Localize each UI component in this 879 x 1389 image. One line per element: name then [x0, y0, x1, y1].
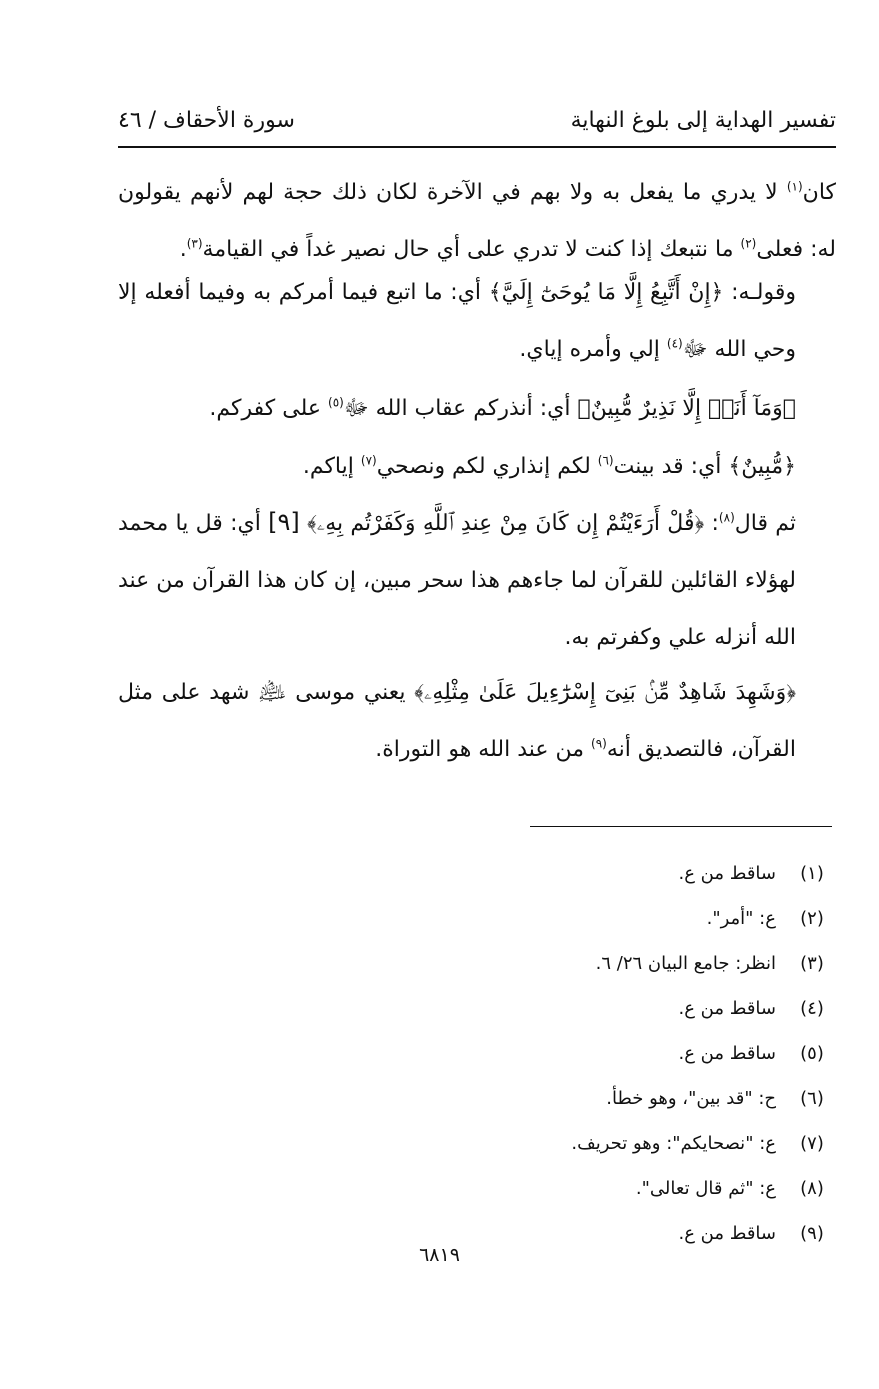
footnote-number: (٧)	[800, 1133, 824, 1154]
verse-number: [٩]	[268, 508, 300, 536]
surah-label: سورة الأحقاف / ٤٦	[118, 107, 295, 133]
paragraph-2	[118, 264, 836, 378]
paragraph-4	[118, 438, 836, 495]
footnote-text: ساقط من ع.	[678, 998, 776, 1019]
text-segment: أي: قل يا محمد لهؤلاء القائلين للقرآن لما جاءهم هذا سحر مبين، إن كان هذا القرآن من عند الله أنزله علي وكفرتم به.	[118, 511, 796, 650]
footnote-text: ع: "نصحايكم": وهو تحريف.	[571, 1133, 776, 1154]
footnote-item	[118, 1121, 836, 1166]
paragraph-6	[118, 664, 836, 778]
footnotes	[118, 851, 836, 1256]
footnote-ref: (٢)	[740, 236, 757, 251]
footnote-ref: (٥)	[328, 395, 344, 410]
text-segment: وقولـه:	[723, 280, 796, 305]
header-rule	[118, 146, 836, 148]
footnote-number: (٦)	[800, 1088, 824, 1109]
footnote-item	[118, 1031, 836, 1076]
footnote-text: ع: "أمر".	[706, 908, 776, 929]
text-segment: .	[179, 237, 187, 262]
footnote-item	[118, 896, 836, 941]
footnote-ref: (٧)	[360, 453, 377, 468]
text-segment: أي: أنذركم عقاب الله ﷻ	[343, 396, 578, 421]
book-title: تفسير الهداية إلى بلوغ النهاية	[570, 107, 836, 133]
footnote-ref: (٩)	[591, 736, 607, 751]
paragraph-3	[118, 380, 836, 437]
footnote-number: (١)	[800, 863, 824, 884]
text-segment: :	[704, 511, 719, 536]
footnote-number: (٣)	[800, 953, 824, 974]
running-header	[118, 102, 836, 138]
footnote-rule	[530, 826, 832, 827]
footnote-number: (٤)	[800, 998, 824, 1019]
quran-verse: ﴿إِنْ أَتَّبِعُ إِلَّا مَا يُوحَىٰٓ إِلَيَّ﴾	[488, 280, 724, 305]
text-segment	[300, 511, 307, 536]
footnote-text: ساقط من ع.	[678, 1223, 776, 1244]
footnote-item	[118, 851, 836, 896]
quran-verse: ﴿مُّبِينٌ﴾	[728, 454, 796, 479]
footnote-number: (٨)	[800, 1178, 824, 1199]
text-segment: إلي وأمره إياي.	[519, 337, 667, 362]
footnote-item	[118, 941, 836, 986]
footnote-text: انظر: جامع البيان ٢٦/ ٦.	[595, 953, 776, 974]
footnote-text: ساقط من ع.	[678, 863, 776, 884]
page-number: ٦٨١٩	[419, 1244, 460, 1266]
quran-verse: ﴿وَشَهِدَ شَاهِدٌ مِّنۢ بَنِىٓ إِسْرَٰٓءِيلَ عَلَىٰ مِثْلِهِۦ﴾	[414, 680, 796, 705]
text-segment: ثم قال	[734, 511, 797, 536]
text-segment: من عند الله هو التوراة.	[375, 737, 592, 762]
text-segment: لكم إنذاري لكم ونصحي	[376, 454, 598, 479]
paragraph-5	[118, 494, 836, 666]
footnote-ref: (٨)	[718, 510, 735, 525]
footnote-text: ساقط من ع.	[678, 1043, 776, 1064]
footnote-number: (٥)	[800, 1043, 824, 1064]
text-segment: يعني موسى ﵇ شهد على مثل القرآن، فالتصديق أنه	[118, 680, 796, 762]
footnote-ref: (١)	[786, 179, 803, 194]
footnote-ref: (٦)	[597, 453, 614, 468]
footnote-number: (٩)	[800, 1223, 824, 1244]
footnote-item	[118, 1076, 836, 1121]
footnote-text: ع: "ثم قال تعالى".	[635, 1178, 776, 1199]
quran-verse: ﴿وَمَآ أَنَا۠ إِلَّا نَذِيرٌ مُّبِينٌ﴾	[577, 396, 796, 421]
text-segment: إياكم.	[302, 454, 361, 479]
text-segment: على كفركم.	[209, 396, 328, 421]
text-segment: أي: قد بينت	[613, 454, 729, 479]
footnote-number: (٢)	[800, 908, 824, 929]
paragraph-1	[118, 164, 836, 278]
text-segment: كان	[802, 180, 836, 205]
text-segment: ما نتبعك إذا كنت لا تدري على أي حال نصير غداً في القيامة	[202, 237, 741, 262]
footnote-ref: (٤)	[666, 336, 683, 351]
text-segment: لا يدري ما يفعل به ولا بهم في الآخرة لكان ذلك حجة لهم لأنهم يقولون له: فعلى	[118, 180, 836, 262]
footnote-item	[118, 1166, 836, 1211]
footnote-item	[118, 986, 836, 1031]
footnote-ref: (٣)	[186, 236, 203, 251]
footnote-text: ح: "قد بين"، وهو خطأ.	[606, 1088, 776, 1109]
text-segment: أي: ما اتبع فيما أمركم به وفيما أفعله إلا وحي الله ﷻ	[118, 280, 796, 362]
quran-verse: ﴿قُلْ أَرَءَيْتُمْ إِن كَانَ مِنْ عِندِ ٱللَّهِ وَكَفَرْتُم بِهِۦ﴾	[307, 511, 705, 536]
